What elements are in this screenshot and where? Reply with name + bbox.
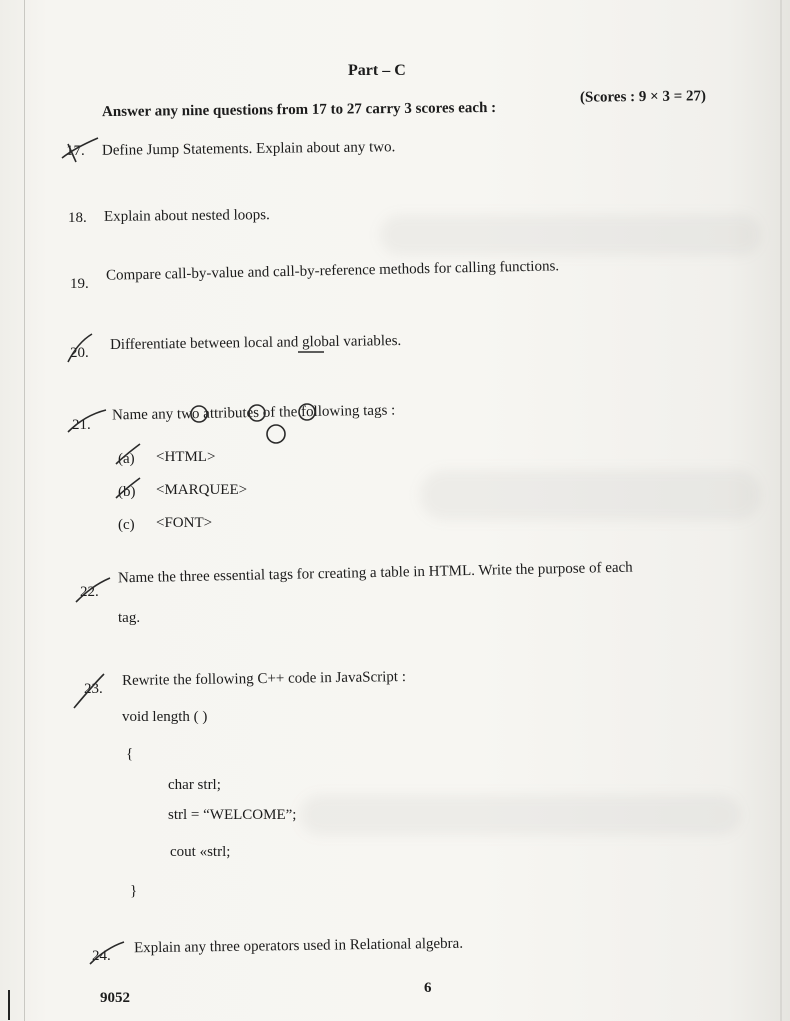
question-number-22: 22. bbox=[80, 584, 99, 600]
circle-mark-loose bbox=[264, 422, 288, 446]
question-24-text: Explain any three operators used in Relational algebra. bbox=[133, 935, 464, 957]
question-22-text-continued: tag. bbox=[118, 610, 141, 626]
question-number-24: 24. bbox=[92, 948, 111, 964]
code-line-6: } bbox=[130, 883, 138, 899]
circle-mark-two bbox=[188, 403, 210, 425]
question-17-text: Define Jump Statements. Explain about any two. bbox=[101, 139, 396, 159]
margin-mark bbox=[8, 990, 10, 1020]
question-18-text: Explain about nested loops. bbox=[103, 207, 270, 225]
code-line-2: { bbox=[126, 746, 134, 762]
question-20-text: Differentiate between local and global variables. bbox=[109, 332, 402, 354]
bleed-through-3 bbox=[300, 795, 740, 835]
code-line-5: cout «strl; bbox=[170, 844, 231, 860]
option-a-label: (a) bbox=[118, 451, 135, 467]
question-number-23: 23. bbox=[84, 681, 103, 697]
code-line-3: char strl; bbox=[168, 777, 221, 793]
option-c-text: <FONT> bbox=[156, 515, 213, 531]
question-19-text: Compare call-by-value and call-by-reference methods for calling functions. bbox=[105, 258, 560, 284]
tick-mark-option-a bbox=[112, 442, 142, 468]
tick-mark-24 bbox=[86, 938, 126, 968]
question-number-18: 18. bbox=[68, 210, 87, 226]
question-number-19: 19. bbox=[70, 276, 89, 292]
question-number-20: 20. bbox=[70, 345, 89, 361]
scan-edge-right bbox=[780, 0, 782, 1021]
question-number-17: 17. bbox=[66, 143, 85, 159]
tick-mark-option-b bbox=[112, 476, 142, 502]
tick-mark-17 bbox=[58, 136, 102, 166]
question-number-21: 21. bbox=[72, 417, 91, 433]
option-b-label: (b) bbox=[118, 484, 136, 500]
instruction-text: Answer any nine questions from 17 to 27 carry 3 scores each : bbox=[101, 99, 497, 121]
bleed-through-1 bbox=[380, 215, 760, 255]
code-line-1: void length ( ) bbox=[122, 709, 208, 725]
tick-mark-21 bbox=[64, 406, 108, 436]
part-title: Part – C bbox=[348, 62, 406, 79]
option-a-text: <HTML> bbox=[156, 449, 216, 465]
page-number: 6 bbox=[424, 980, 432, 996]
underline-mark-and bbox=[296, 348, 326, 356]
scores-text: (Scores : 9 × 3 = 27) bbox=[579, 88, 707, 106]
tick-mark-20 bbox=[62, 332, 102, 366]
option-b-text: <MARQUEE> bbox=[156, 482, 248, 498]
circle-mark-the bbox=[296, 401, 318, 423]
tick-mark-22 bbox=[72, 576, 112, 606]
circle-mark-of bbox=[246, 402, 268, 424]
paper-code: 9052 bbox=[100, 990, 130, 1006]
code-line-4: strl = “WELCOME”; bbox=[168, 807, 297, 823]
question-23-text: Rewrite the following C++ code in JavaScript : bbox=[121, 669, 407, 689]
bleed-through-2 bbox=[420, 470, 760, 520]
scan-edge-left bbox=[24, 0, 25, 1021]
question-22-text: Name the three essential tags for creating a table in HTML. Write the purpose of each bbox=[117, 559, 633, 587]
question-21-text: Name any two attributes of the following tags : bbox=[111, 402, 396, 424]
tick-mark-23 bbox=[70, 672, 110, 712]
option-c-label: (c) bbox=[118, 517, 135, 533]
